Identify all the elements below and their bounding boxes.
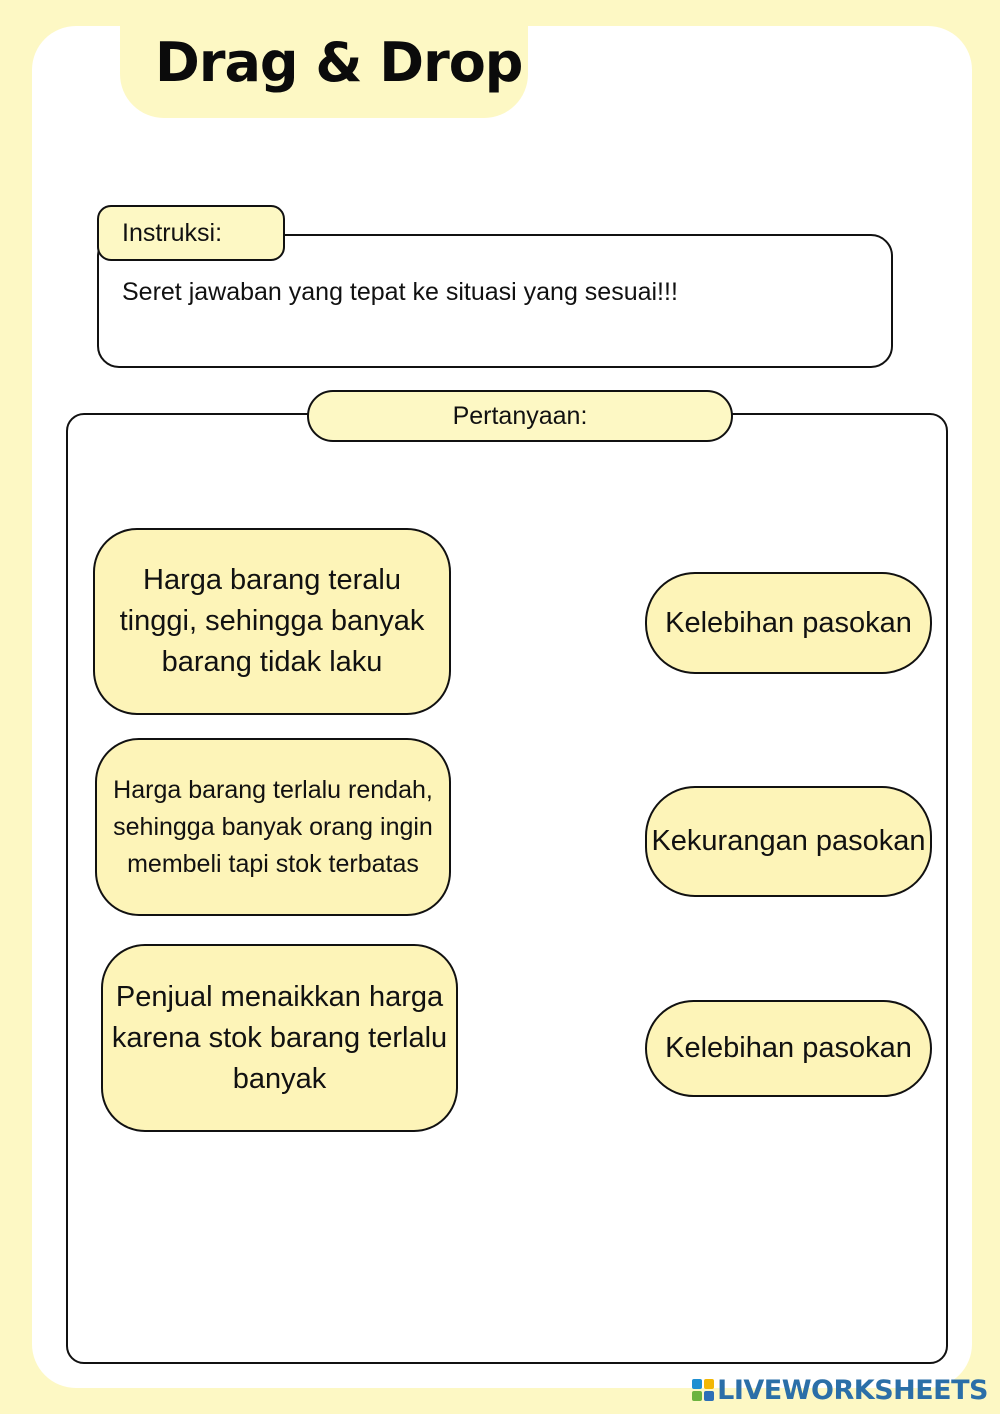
question-card-text: Harga barang teralu tinggi, sehingga banyak barang tidak laku — [119, 564, 425, 678]
logo-text: LIVEWORKSHEETS — [717, 1374, 988, 1406]
answer-card-text: Kelebihan pasokan — [665, 1032, 912, 1064]
question-card-text: Penjual menaikkan harga karena stok barang terlalu banyak — [111, 980, 448, 1095]
answer-card-3[interactable] — [645, 1000, 932, 1097]
instruction-text: Seret jawaban yang tepat ke situasi yang sesuai!!! — [122, 278, 678, 306]
instruction-label: Instruksi: — [97, 205, 285, 261]
liveworksheets-logo — [692, 1374, 988, 1406]
question-card-2[interactable] — [95, 738, 451, 916]
question-label: Pertanyaan: — [307, 390, 733, 442]
answer-card-text: Kekurangan pasokan — [651, 825, 926, 857]
question-card-3[interactable] — [101, 944, 458, 1132]
liveworksheets-logo-icon — [692, 1379, 714, 1401]
question-card-text: Harga barang terlalu rendah, sehingga banyak orang ingin membeli tapi stok terbatas — [113, 775, 433, 878]
answer-card-1[interactable] — [645, 572, 932, 674]
question-card-1[interactable] — [93, 528, 451, 715]
answer-card-text: Kelebihan pasokan — [665, 606, 912, 639]
page-title: Drag & Drop — [155, 31, 523, 94]
answer-card-2[interactable] — [645, 786, 932, 897]
